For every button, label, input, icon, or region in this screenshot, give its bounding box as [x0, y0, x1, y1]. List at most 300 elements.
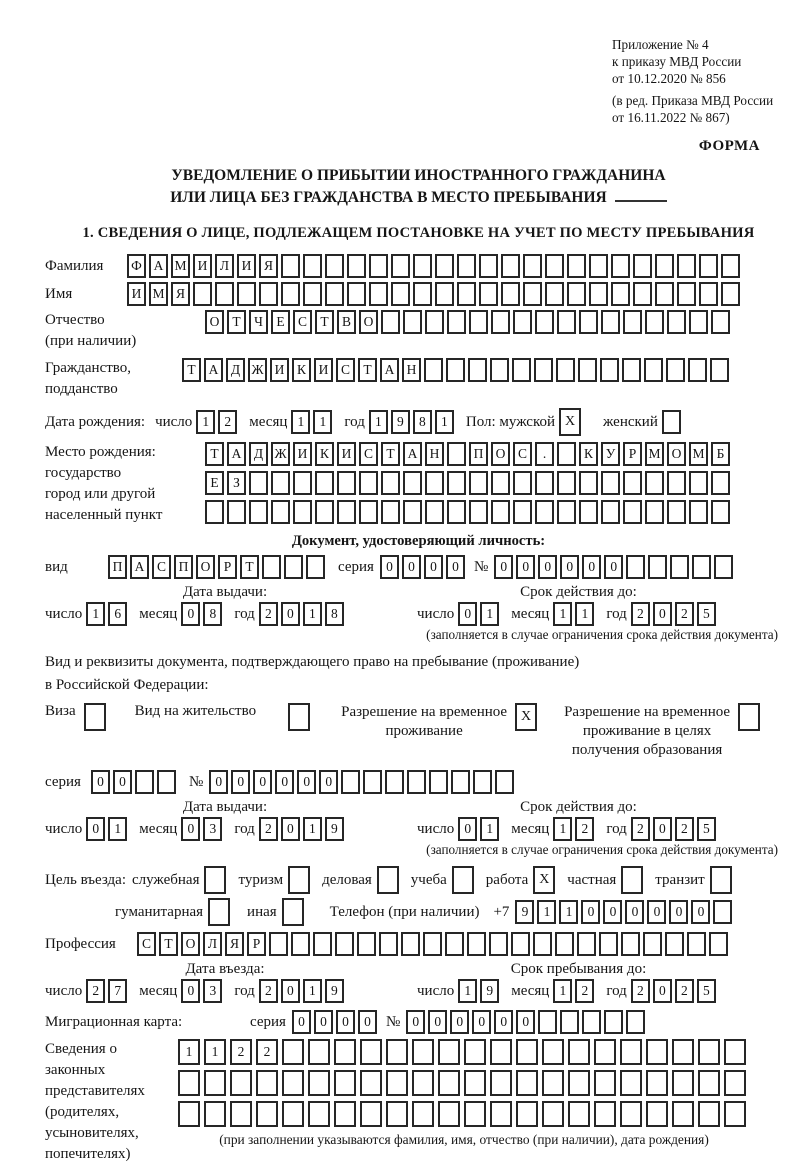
char-box[interactable]: 0 — [560, 555, 579, 579]
char-box[interactable] — [534, 358, 553, 382]
char-box[interactable] — [271, 471, 290, 495]
char-box[interactable] — [369, 282, 388, 306]
char-box[interactable] — [412, 1070, 434, 1096]
char-box[interactable]: 1 — [575, 602, 594, 626]
char-box[interactable]: 9 — [480, 979, 499, 1003]
char-box[interactable]: В — [337, 310, 356, 334]
char-box[interactable]: 1 — [196, 410, 215, 434]
char-box[interactable] — [579, 310, 598, 334]
char-box[interactable]: 0 — [604, 555, 623, 579]
char-box[interactable]: 0 — [314, 1010, 333, 1034]
char-box[interactable] — [303, 282, 322, 306]
char-box[interactable] — [256, 1101, 278, 1127]
char-box[interactable]: 0 — [653, 817, 672, 841]
char-box[interactable] — [204, 1070, 226, 1096]
char-box[interactable]: С — [336, 358, 355, 382]
char-box[interactable]: Т — [182, 358, 201, 382]
char-box[interactable]: С — [513, 442, 532, 466]
char-box[interactable] — [413, 282, 432, 306]
char-box[interactable] — [157, 770, 176, 794]
char-box[interactable]: X — [559, 408, 581, 436]
char-box[interactable] — [557, 442, 576, 466]
char-box[interactable] — [589, 254, 608, 278]
char-box[interactable]: 0 — [458, 817, 477, 841]
char-box[interactable] — [208, 898, 230, 926]
char-box[interactable] — [315, 500, 334, 524]
char-box[interactable] — [545, 254, 564, 278]
char-box[interactable]: 0 — [458, 602, 477, 626]
char-box[interactable] — [369, 254, 388, 278]
char-box[interactable]: О — [491, 442, 510, 466]
char-box[interactable]: Ж — [271, 442, 290, 466]
char-box[interactable] — [622, 358, 641, 382]
char-box[interactable]: 1 — [313, 410, 332, 434]
char-box[interactable]: Д — [226, 358, 245, 382]
char-box[interactable]: 0 — [538, 555, 557, 579]
char-box[interactable] — [516, 1101, 538, 1127]
char-box[interactable] — [699, 282, 718, 306]
char-box[interactable]: М — [689, 442, 708, 466]
char-box[interactable]: 3 — [203, 979, 222, 1003]
char-box[interactable] — [325, 282, 344, 306]
char-box[interactable] — [256, 1070, 278, 1096]
char-box[interactable] — [385, 770, 404, 794]
char-box[interactable] — [672, 1070, 694, 1096]
char-box[interactable]: М — [645, 442, 664, 466]
char-box[interactable] — [646, 1070, 668, 1096]
char-box[interactable]: 0 — [516, 1010, 535, 1034]
char-box[interactable]: 2 — [675, 817, 694, 841]
char-box[interactable] — [667, 471, 686, 495]
char-box[interactable] — [425, 500, 444, 524]
char-box[interactable]: 2 — [259, 602, 278, 626]
char-box[interactable] — [601, 471, 620, 495]
char-box[interactable]: 0 — [297, 770, 316, 794]
char-box[interactable]: 0 — [380, 555, 399, 579]
char-box[interactable]: Ж — [248, 358, 267, 382]
char-box[interactable] — [645, 310, 664, 334]
char-box[interactable] — [464, 1070, 486, 1096]
char-box[interactable] — [135, 770, 154, 794]
char-box[interactable] — [692, 555, 711, 579]
char-box[interactable] — [601, 500, 620, 524]
char-box[interactable]: 2 — [86, 979, 105, 1003]
char-box[interactable] — [689, 471, 708, 495]
char-box[interactable]: И — [237, 254, 256, 278]
char-box[interactable] — [578, 358, 597, 382]
char-box[interactable] — [227, 500, 246, 524]
char-box[interactable]: Ч — [249, 310, 268, 334]
char-box[interactable] — [621, 866, 643, 894]
char-box[interactable] — [337, 471, 356, 495]
char-box[interactable] — [490, 358, 509, 382]
char-box[interactable] — [447, 442, 466, 466]
char-box[interactable]: Я — [225, 932, 244, 956]
char-box[interactable]: А — [403, 442, 422, 466]
char-box[interactable] — [347, 282, 366, 306]
char-box[interactable]: 5 — [697, 817, 716, 841]
char-box[interactable] — [711, 471, 730, 495]
char-box[interactable]: 2 — [259, 817, 278, 841]
char-box[interactable]: 0 — [581, 900, 600, 924]
char-box[interactable]: 0 — [113, 770, 132, 794]
char-box[interactable] — [557, 310, 576, 334]
char-box[interactable] — [451, 770, 470, 794]
char-box[interactable] — [204, 1101, 226, 1127]
char-box[interactable]: С — [359, 442, 378, 466]
char-box[interactable]: Р — [623, 442, 642, 466]
char-box[interactable] — [688, 358, 707, 382]
char-box[interactable] — [567, 254, 586, 278]
char-box[interactable] — [556, 358, 575, 382]
char-box[interactable] — [535, 471, 554, 495]
char-box[interactable]: X — [533, 866, 555, 894]
char-box[interactable] — [490, 1070, 512, 1096]
char-box[interactable] — [568, 1070, 590, 1096]
char-box[interactable] — [713, 900, 732, 924]
char-box[interactable]: И — [127, 282, 146, 306]
char-box[interactable]: 0 — [428, 1010, 447, 1034]
char-box[interactable] — [288, 866, 310, 894]
char-box[interactable]: 1 — [458, 979, 477, 1003]
char-box[interactable] — [281, 282, 300, 306]
char-box[interactable]: 0 — [281, 817, 300, 841]
char-box[interactable]: 0 — [209, 770, 228, 794]
char-box[interactable]: А — [149, 254, 168, 278]
char-box[interactable] — [447, 310, 466, 334]
char-box[interactable] — [334, 1070, 356, 1096]
char-box[interactable] — [579, 471, 598, 495]
char-box[interactable] — [655, 254, 674, 278]
char-box[interactable]: 1 — [108, 817, 127, 841]
char-box[interactable] — [293, 500, 312, 524]
char-box[interactable] — [467, 932, 486, 956]
char-box[interactable]: . — [535, 442, 554, 466]
char-box[interactable]: Р — [218, 555, 237, 579]
char-box[interactable] — [491, 310, 510, 334]
char-box[interactable]: Д — [249, 442, 268, 466]
char-box[interactable] — [623, 471, 642, 495]
char-box[interactable] — [667, 500, 686, 524]
char-box[interactable]: 2 — [575, 979, 594, 1003]
char-box[interactable] — [435, 282, 454, 306]
char-box[interactable] — [479, 282, 498, 306]
char-box[interactable] — [667, 310, 686, 334]
char-box[interactable]: М — [149, 282, 168, 306]
char-box[interactable] — [513, 310, 532, 334]
char-box[interactable] — [425, 471, 444, 495]
char-box[interactable]: 1 — [553, 817, 572, 841]
char-box[interactable]: Я — [259, 254, 278, 278]
char-box[interactable] — [360, 1039, 382, 1065]
char-box[interactable] — [709, 932, 728, 956]
char-box[interactable]: 0 — [231, 770, 250, 794]
char-box[interactable] — [516, 1039, 538, 1065]
char-box[interactable]: К — [292, 358, 311, 382]
char-box[interactable] — [84, 703, 106, 731]
char-box[interactable] — [230, 1070, 252, 1096]
char-box[interactable]: 9 — [391, 410, 410, 434]
char-box[interactable] — [407, 770, 426, 794]
char-box[interactable] — [699, 254, 718, 278]
char-box[interactable]: 0 — [319, 770, 338, 794]
char-box[interactable] — [447, 471, 466, 495]
char-box[interactable]: П — [469, 442, 488, 466]
char-box[interactable]: 1 — [559, 900, 578, 924]
char-box[interactable]: 0 — [494, 1010, 513, 1034]
char-box[interactable] — [724, 1101, 746, 1127]
char-box[interactable] — [594, 1101, 616, 1127]
char-box[interactable] — [445, 932, 464, 956]
char-box[interactable]: 1 — [86, 602, 105, 626]
char-box[interactable] — [293, 471, 312, 495]
char-box[interactable]: Я — [171, 282, 190, 306]
char-box[interactable]: 0 — [275, 770, 294, 794]
char-box[interactable] — [577, 932, 596, 956]
char-box[interactable]: 0 — [516, 555, 535, 579]
char-box[interactable] — [335, 932, 354, 956]
char-box[interactable] — [386, 1101, 408, 1127]
char-box[interactable]: А — [204, 358, 223, 382]
char-box[interactable]: Б — [711, 442, 730, 466]
char-box[interactable]: Н — [425, 442, 444, 466]
char-box[interactable]: 9 — [325, 817, 344, 841]
char-box[interactable]: 2 — [230, 1039, 252, 1065]
char-box[interactable]: 1 — [435, 410, 454, 434]
char-box[interactable] — [438, 1039, 460, 1065]
char-box[interactable] — [555, 932, 574, 956]
char-box[interactable] — [357, 932, 376, 956]
char-box[interactable] — [341, 770, 360, 794]
char-box[interactable] — [446, 358, 465, 382]
char-box[interactable] — [538, 1010, 557, 1034]
char-box[interactable] — [391, 254, 410, 278]
char-box[interactable]: Т — [381, 442, 400, 466]
char-box[interactable]: И — [314, 358, 333, 382]
char-box[interactable] — [594, 1039, 616, 1065]
char-box[interactable] — [589, 282, 608, 306]
char-box[interactable]: 1 — [303, 817, 322, 841]
char-box[interactable]: 1 — [553, 979, 572, 1003]
char-box[interactable]: Т — [159, 932, 178, 956]
char-box[interactable] — [567, 282, 586, 306]
char-box[interactable]: Т — [315, 310, 334, 334]
char-box[interactable] — [359, 471, 378, 495]
char-box[interactable] — [491, 500, 510, 524]
char-box[interactable] — [512, 358, 531, 382]
char-box[interactable] — [288, 703, 310, 731]
char-box[interactable] — [308, 1070, 330, 1096]
char-box[interactable] — [611, 282, 630, 306]
char-box[interactable]: 0 — [281, 979, 300, 1003]
char-box[interactable] — [381, 500, 400, 524]
char-box[interactable]: 0 — [424, 555, 443, 579]
char-box[interactable]: 2 — [631, 602, 650, 626]
char-box[interactable]: X — [515, 703, 537, 731]
char-box[interactable] — [542, 1101, 564, 1127]
char-box[interactable]: К — [315, 442, 334, 466]
char-box[interactable]: 6 — [108, 602, 127, 626]
char-box[interactable]: 0 — [450, 1010, 469, 1034]
char-box[interactable]: 0 — [653, 979, 672, 1003]
char-box[interactable]: 0 — [181, 817, 200, 841]
char-box[interactable]: И — [193, 254, 212, 278]
char-box[interactable] — [363, 770, 382, 794]
char-box[interactable] — [666, 358, 685, 382]
char-box[interactable] — [490, 1039, 512, 1065]
char-box[interactable] — [516, 1070, 538, 1096]
char-box[interactable]: 2 — [631, 979, 650, 1003]
char-box[interactable] — [698, 1101, 720, 1127]
char-box[interactable] — [721, 282, 740, 306]
char-box[interactable] — [401, 932, 420, 956]
char-box[interactable] — [313, 932, 332, 956]
char-box[interactable] — [646, 1039, 668, 1065]
char-box[interactable]: 1 — [178, 1039, 200, 1065]
char-box[interactable] — [435, 254, 454, 278]
char-box[interactable] — [579, 500, 598, 524]
char-box[interactable] — [698, 1039, 720, 1065]
char-box[interactable]: 2 — [256, 1039, 278, 1065]
char-box[interactable] — [325, 254, 344, 278]
char-box[interactable]: 0 — [402, 555, 421, 579]
char-box[interactable] — [710, 358, 729, 382]
char-box[interactable]: Т — [227, 310, 246, 334]
char-box[interactable] — [655, 282, 674, 306]
char-box[interactable]: 9 — [325, 979, 344, 1003]
char-box[interactable]: 0 — [653, 602, 672, 626]
char-box[interactable] — [490, 1101, 512, 1127]
char-box[interactable] — [724, 1039, 746, 1065]
char-box[interactable] — [413, 254, 432, 278]
char-box[interactable] — [282, 898, 304, 926]
char-box[interactable] — [689, 500, 708, 524]
char-box[interactable] — [204, 866, 226, 894]
char-box[interactable]: К — [579, 442, 598, 466]
char-box[interactable] — [633, 254, 652, 278]
char-box[interactable]: Т — [240, 555, 259, 579]
char-box[interactable] — [291, 932, 310, 956]
char-box[interactable]: 1 — [369, 410, 388, 434]
char-box[interactable] — [469, 310, 488, 334]
char-box[interactable]: 0 — [472, 1010, 491, 1034]
char-box[interactable] — [495, 770, 514, 794]
char-box[interactable] — [337, 500, 356, 524]
char-box[interactable] — [360, 1101, 382, 1127]
char-box[interactable]: И — [293, 442, 312, 466]
char-box[interactable] — [646, 1101, 668, 1127]
char-box[interactable] — [689, 310, 708, 334]
char-box[interactable]: У — [601, 442, 620, 466]
char-box[interactable] — [269, 932, 288, 956]
char-box[interactable]: 0 — [358, 1010, 377, 1034]
char-box[interactable] — [491, 471, 510, 495]
char-box[interactable] — [621, 932, 640, 956]
char-box[interactable] — [600, 358, 619, 382]
char-box[interactable]: 8 — [325, 602, 344, 626]
char-box[interactable] — [469, 471, 488, 495]
char-box[interactable] — [447, 500, 466, 524]
char-box[interactable]: 1 — [553, 602, 572, 626]
char-box[interactable]: 2 — [259, 979, 278, 1003]
char-box[interactable] — [626, 1010, 645, 1034]
char-box[interactable] — [379, 932, 398, 956]
char-box[interactable]: 0 — [281, 602, 300, 626]
char-box[interactable] — [423, 932, 442, 956]
char-box[interactable] — [626, 555, 645, 579]
char-box[interactable] — [249, 500, 268, 524]
char-box[interactable]: О — [205, 310, 224, 334]
char-box[interactable] — [479, 254, 498, 278]
char-box[interactable] — [334, 1101, 356, 1127]
char-box[interactable] — [501, 254, 520, 278]
char-box[interactable]: И — [337, 442, 356, 466]
char-box[interactable]: А — [227, 442, 246, 466]
char-box[interactable]: 8 — [203, 602, 222, 626]
char-box[interactable]: Ф — [127, 254, 146, 278]
char-box[interactable] — [535, 310, 554, 334]
char-box[interactable] — [714, 555, 733, 579]
char-box[interactable] — [259, 282, 278, 306]
char-box[interactable] — [711, 310, 730, 334]
char-box[interactable]: 0 — [647, 900, 666, 924]
char-box[interactable]: Е — [271, 310, 290, 334]
char-box[interactable]: З — [227, 471, 246, 495]
char-box[interactable] — [620, 1039, 642, 1065]
char-box[interactable]: Л — [203, 932, 222, 956]
char-box[interactable]: П — [174, 555, 193, 579]
char-box[interactable]: 0 — [603, 900, 622, 924]
char-box[interactable] — [644, 358, 663, 382]
char-box[interactable] — [403, 471, 422, 495]
char-box[interactable] — [262, 555, 281, 579]
char-box[interactable]: Т — [358, 358, 377, 382]
char-box[interactable] — [429, 770, 448, 794]
char-box[interactable]: 2 — [218, 410, 237, 434]
char-box[interactable] — [672, 1101, 694, 1127]
char-box[interactable]: 0 — [691, 900, 710, 924]
char-box[interactable] — [672, 1039, 694, 1065]
char-box[interactable] — [623, 500, 642, 524]
char-box[interactable] — [425, 310, 444, 334]
char-box[interactable] — [523, 254, 542, 278]
char-box[interactable] — [412, 1039, 434, 1065]
char-box[interactable] — [347, 254, 366, 278]
char-box[interactable] — [489, 932, 508, 956]
char-box[interactable] — [511, 932, 530, 956]
char-box[interactable]: О — [181, 932, 200, 956]
char-box[interactable]: П — [108, 555, 127, 579]
char-box[interactable]: 8 — [413, 410, 432, 434]
char-box[interactable]: Л — [215, 254, 234, 278]
char-box[interactable] — [403, 310, 422, 334]
char-box[interactable]: Т — [205, 442, 224, 466]
char-box[interactable] — [677, 282, 696, 306]
char-box[interactable] — [282, 1101, 304, 1127]
char-box[interactable] — [724, 1070, 746, 1096]
char-box[interactable]: 0 — [86, 817, 105, 841]
char-box[interactable]: 5 — [697, 979, 716, 1003]
char-box[interactable] — [645, 471, 664, 495]
char-box[interactable] — [205, 500, 224, 524]
char-box[interactable]: О — [667, 442, 686, 466]
char-box[interactable]: Р — [247, 932, 266, 956]
char-box[interactable]: 0 — [181, 602, 200, 626]
char-box[interactable]: О — [196, 555, 215, 579]
char-box[interactable] — [315, 471, 334, 495]
char-box[interactable] — [237, 282, 256, 306]
char-box[interactable] — [582, 1010, 601, 1034]
